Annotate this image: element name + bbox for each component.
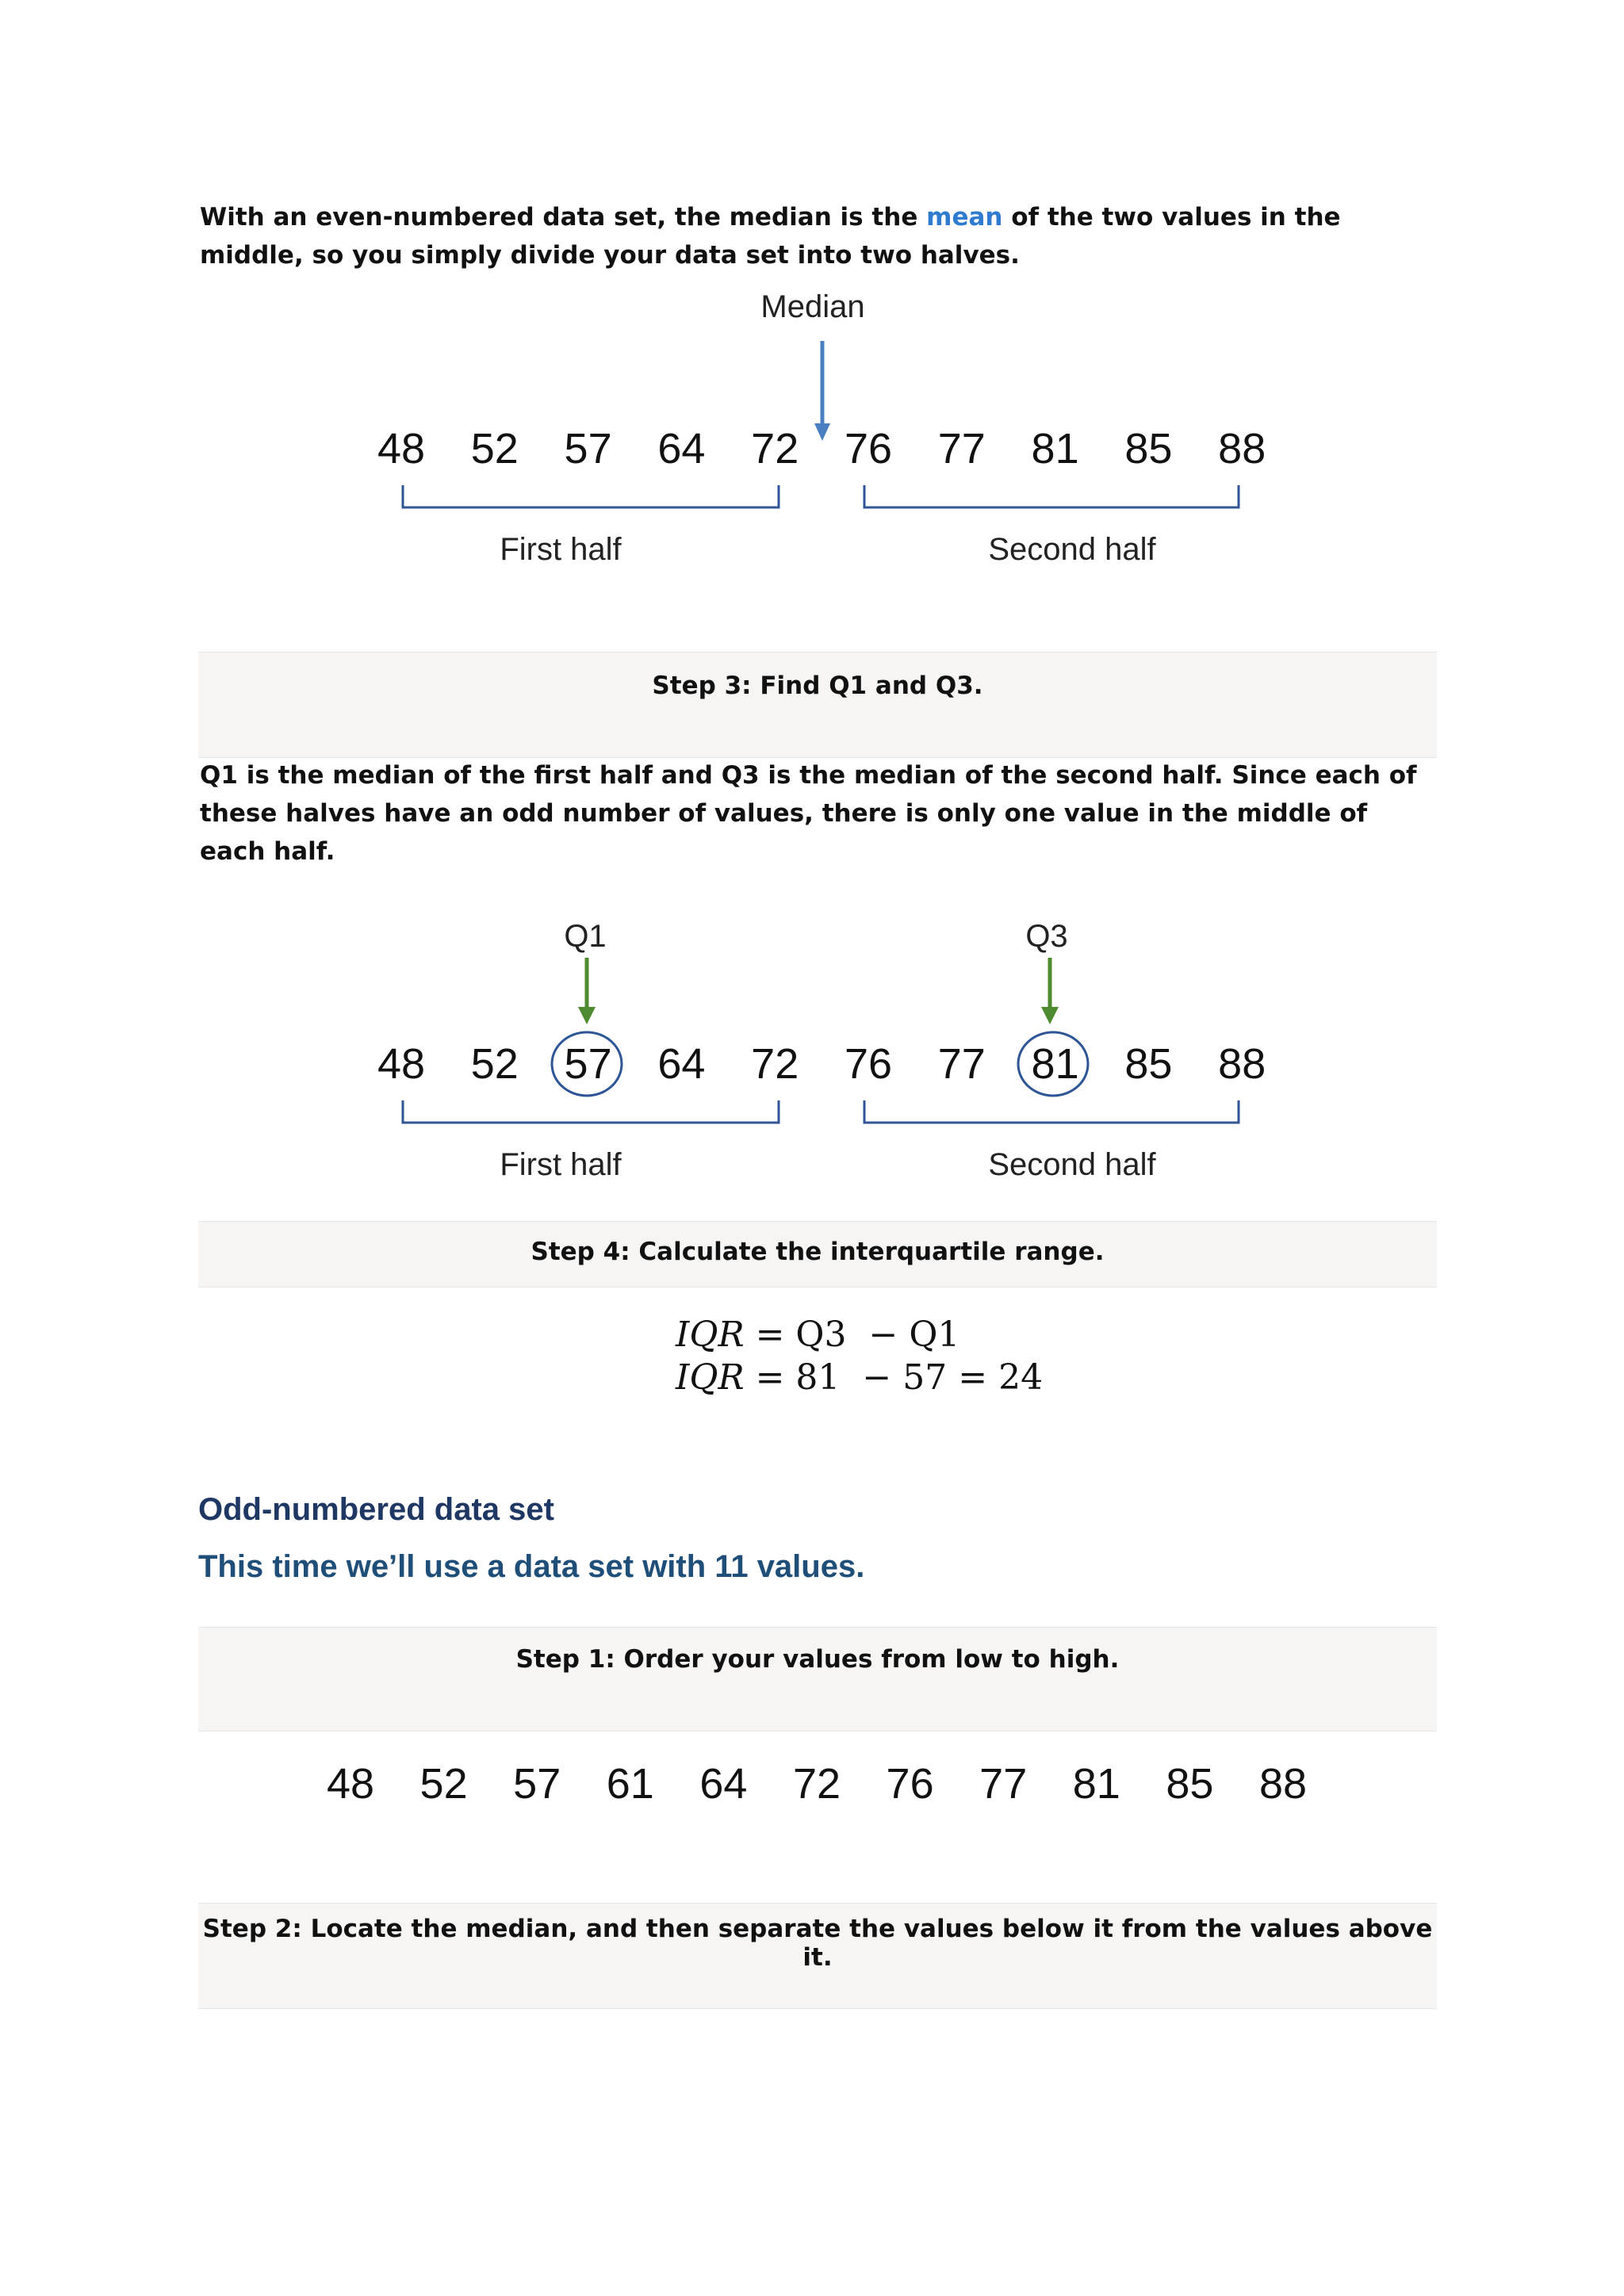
odd-value-9: 81 [1072, 1760, 1120, 1808]
value-1-1: 48 [377, 425, 426, 473]
value-2-7: 77 [937, 1040, 986, 1088]
odd-value-11: 88 [1258, 1760, 1308, 1808]
step-3-label: Step 3: Find Q1 and Q3. [652, 672, 983, 700]
value-1-3: 57 [564, 425, 612, 473]
intro-text-end: of the two values in the middle, so you simply divide your data set into two halves. [200, 203, 1341, 270]
value-2-8: 81 [1031, 1040, 1079, 1088]
value-2-3: 57 [564, 1040, 612, 1088]
step-4-label: Step 4: Calculate the interquartile range. [530, 1238, 1105, 1266]
mean-link[interactable]: mean [926, 203, 1003, 232]
iqr-symbol-2: IQR [676, 1357, 745, 1398]
value-2-10: 88 [1218, 1040, 1266, 1088]
value-1-5: 72 [751, 425, 799, 473]
odd-section-subheading: This time we’ll use a data set with 11 values. [198, 1549, 865, 1584]
odd-value-2: 52 [419, 1760, 468, 1808]
value-2-4: 64 [657, 1040, 706, 1088]
step-2-label: Step 2: Locate the median, and then separate the values below it from the values above it. [202, 1915, 1433, 1972]
odd-section-heading: Odd-numbered data set [198, 1492, 554, 1527]
odd-value-7: 76 [886, 1760, 934, 1808]
odd-value-3: 57 [513, 1760, 561, 1808]
value-1-10: 88 [1218, 425, 1266, 473]
first-half-label: First half [500, 532, 622, 567]
iqr-formula-expression: = Q3 − Q1 [744, 1314, 960, 1355]
value-1-6: 76 [844, 425, 893, 473]
odd-value-6: 72 [792, 1760, 841, 1808]
median-label: Median [760, 289, 865, 324]
value-2-5: 72 [751, 1040, 799, 1088]
iqr-formula-result: = 81 − 57 = 24 [744, 1357, 1044, 1398]
value-1-7: 77 [937, 425, 986, 473]
value-1-2: 52 [470, 425, 519, 473]
q1-label: Q1 [564, 919, 607, 954]
odd-value-10: 85 [1166, 1760, 1214, 1808]
odd-value-1: 48 [326, 1760, 375, 1808]
iqr-symbol: IQR [676, 1314, 745, 1355]
q3-label: Q3 [1025, 919, 1068, 954]
second-half-label: Second half [988, 532, 1156, 567]
odd-value-row [327, 1760, 1307, 1808]
odd-value-5: 64 [699, 1760, 748, 1808]
intro-text-start: With an even-numbered data set, the median is the [200, 203, 927, 232]
value-1-8: 81 [1031, 425, 1079, 473]
value-1-4: 64 [657, 425, 706, 473]
first-half-label-2: First half [500, 1147, 622, 1182]
value-1-9: 85 [1124, 425, 1173, 473]
value-2-2: 52 [470, 1040, 519, 1088]
odd-value-4: 61 [606, 1760, 654, 1808]
second-half-label-2: Second half [988, 1147, 1156, 1182]
value-2-1: 48 [377, 1040, 426, 1088]
step-2-box [198, 1903, 1437, 2009]
step-1-label: Step 1: Order your values from low to high. [515, 1645, 1120, 1674]
odd-value-8: 77 [979, 1760, 1028, 1808]
value-2-9: 85 [1124, 1040, 1173, 1088]
value-2-6: 76 [844, 1040, 893, 1088]
q-paragraph: Q1 is the median of the first half and Q3 is the median of the second half. Since each of these halves have an odd number of values, there is only one value in the middle of each half. [200, 761, 1417, 866]
